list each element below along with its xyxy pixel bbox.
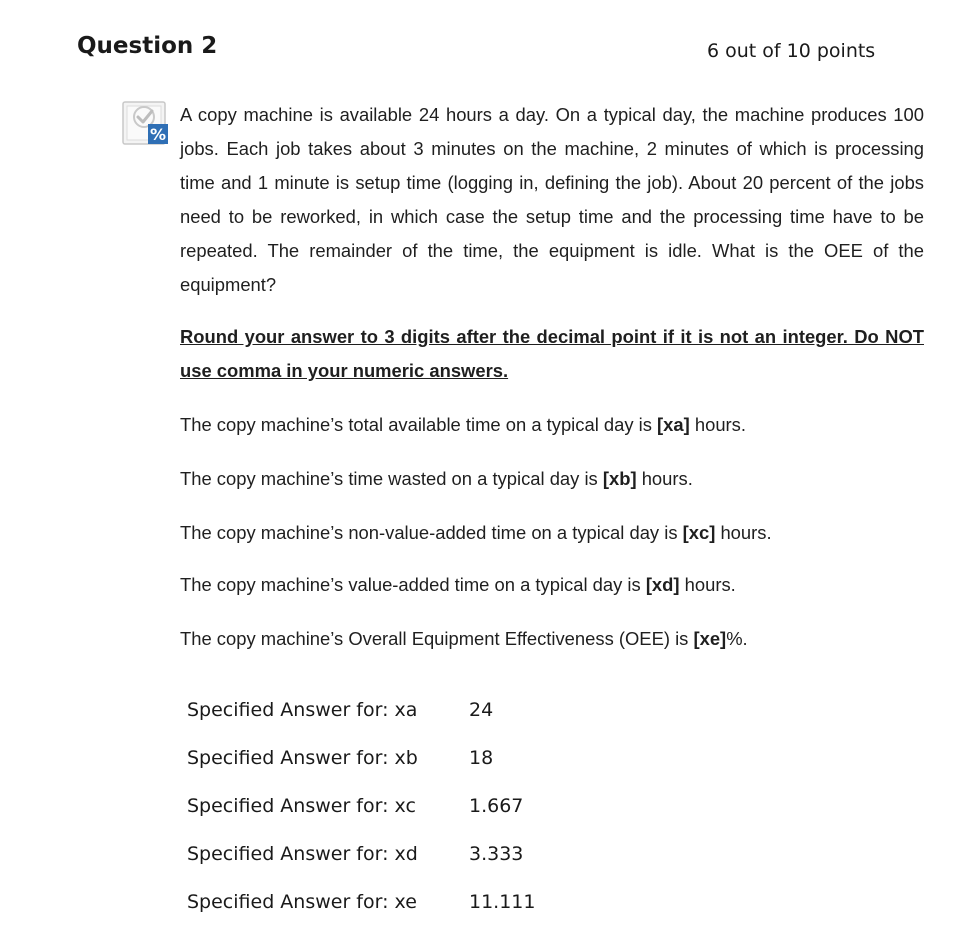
question-title: Question 2 — [77, 33, 218, 59]
question-body — [180, 98, 924, 649]
blank-text-before: The copy machine’s time wasted on a typical day is — [180, 468, 603, 489]
blank-sentence-xa — [180, 412, 746, 438]
answer-row-xc — [187, 782, 535, 830]
blank-text-before: The copy machine’s non-value-added time on a typical day is — [180, 522, 683, 543]
answer-label: Specified Answer for: xa — [187, 699, 418, 721]
rounding-instruction: Round your answer to 3 digits after the decimal point if it is not an integer. Do NOT use comma in your numeric answers. — [180, 326, 924, 381]
blank-text-before: The copy machine’s total available time on a typical day is — [180, 414, 658, 435]
blank-text-before: The copy machine’s value-added time on a typical day is — [180, 574, 646, 595]
answer-value: 11.111 — [469, 891, 536, 913]
answer-row-xe — [187, 878, 535, 926]
blank-text-after: hours. — [679, 574, 736, 595]
blank-sentence-xd — [180, 572, 736, 598]
answer-label: Specified Answer for: xe — [187, 891, 417, 913]
blank-text-after: hours. — [689, 414, 746, 435]
blank-token-xc: [xc] — [682, 522, 716, 543]
question-text: A copy machine is available 24 hours a day. On a typical day, the machine produces 100 jobs. Each job takes about 3 minutes on the machine, 2 minutes of which is processing time and 1 minute is setup time (logging in, defining the job). About 20 percent of the jobs need to be reworked, in which case the setup time and the processing time have to be repeated. The remainder of the time, the equipment is idle. What is the OEE of the equipment? — [180, 104, 924, 295]
blank-text-after: hours. — [715, 522, 772, 543]
question-points: 6 out of 10 points — [707, 40, 876, 62]
answer-row-xb — [187, 734, 535, 782]
partial-credit-icon — [122, 99, 172, 149]
blank-text-after: hours. — [636, 468, 693, 489]
answer-value: 24 — [469, 699, 494, 721]
specified-answers — [187, 686, 535, 926]
svg-text:%: % — [149, 125, 167, 144]
answer-row-xa — [187, 686, 535, 734]
answer-value: 3.333 — [469, 843, 524, 865]
answer-value: 18 — [469, 747, 494, 769]
blank-sentence-xb — [180, 466, 693, 492]
blank-token-xa: [xa] — [657, 414, 690, 435]
blank-token-xb: [xb] — [602, 468, 637, 489]
blank-token-xd: [xd] — [645, 574, 680, 595]
answer-row-xd — [187, 830, 535, 878]
answer-label: Specified Answer for: xc — [187, 795, 416, 817]
answer-value: 1.667 — [469, 795, 524, 817]
blank-sentence-xc — [180, 520, 772, 546]
blank-text-before: The copy machine’s Overall Equipment Effectiveness (OEE) is — [180, 628, 694, 649]
answer-label: Specified Answer for: xd — [187, 843, 418, 865]
answer-label: Specified Answer for: xb — [187, 747, 418, 769]
blank-text-after: %. — [726, 628, 748, 649]
blank-token-xe: [xe] — [693, 628, 727, 649]
blank-sentence-xe — [180, 626, 748, 652]
